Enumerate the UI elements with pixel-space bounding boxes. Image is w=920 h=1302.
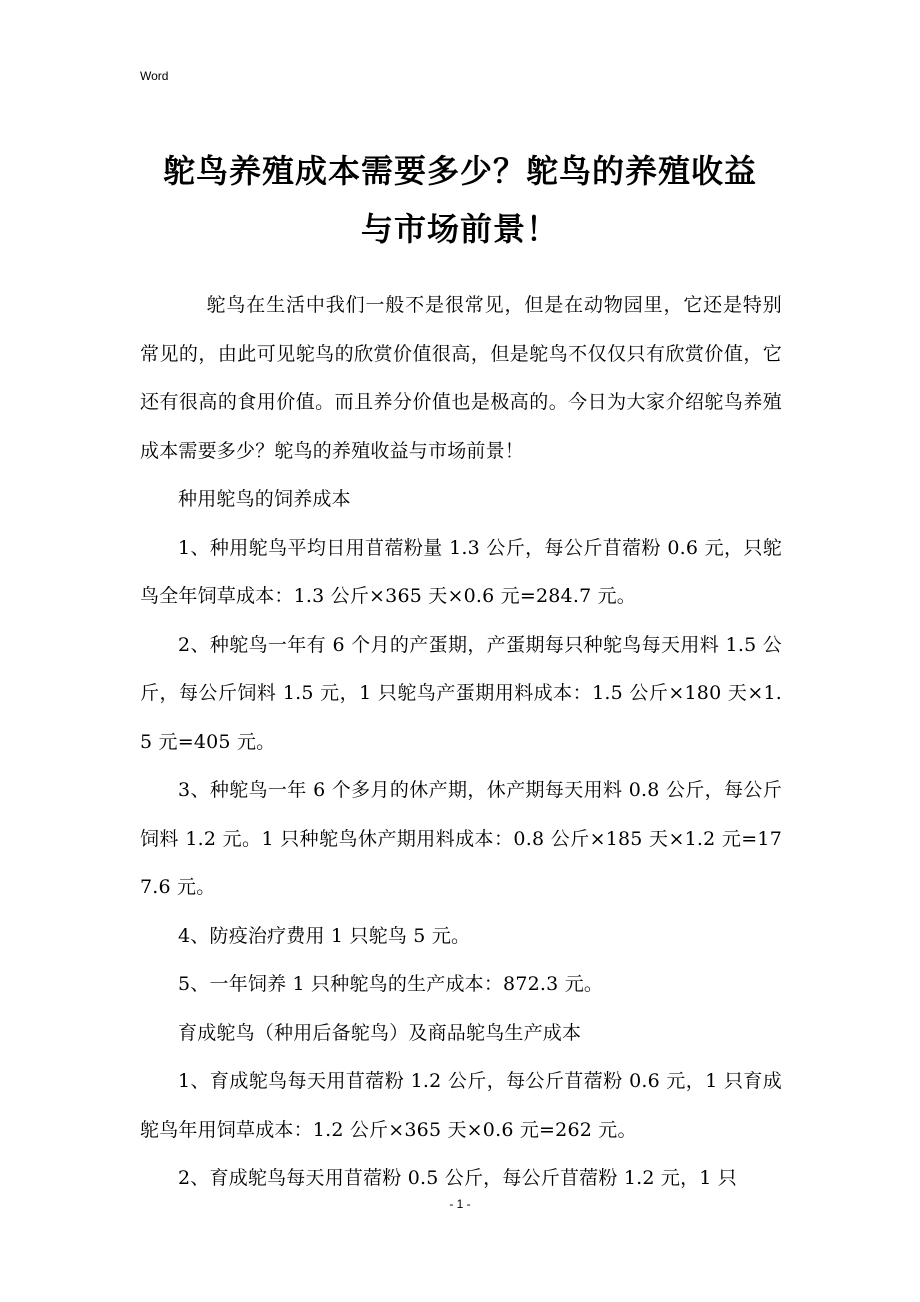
header-label: Word [140,69,169,83]
intro-paragraph: 鸵鸟在生活中我们一般不是很常见，但是在动物园里，它还是特别常见的，由此可见鸵鸟的欣赏价值很高，但是鸵鸟不仅仅只有欣赏价值，它还有很高的食用价值。而且养分价值也是极高的。今日为大家介绍鸵鸟养殖成本需要多少？鸵鸟的养殖收益与市场前景！ [140,294,782,462]
paragraph: 1、种用鸵鸟平均日用苜蓿粉量 1.3 公斤，每公斤苜蓿粉 0.6 元，只鸵鸟全年饲草成本：1.3 公斤×365 天×0.6 元=284.7 元。 [140,536,782,607]
paragraph: 5、一年饲养 1 只种鸵鸟的生产成本：872.3 元。 [178,973,604,995]
title-line-2: 与市场前景！ [360,210,559,248]
paragraph: 3、种鸵鸟一年 6 个多月的休产期，休产期每天用料 0.8 公斤，每公斤饲料 1.2 元。1 只种鸵鸟休产期用料成本：0.8 公斤×185 天×1.2 元=177.6 元。 [140,779,782,898]
paragraph: 2、种鸵鸟一年有 6 个月的产蛋期，产蛋期每只种鸵鸟每天用料 1.5 公斤，每公斤饲料 1.5 元，1 只鸵鸟产蛋期用料成本：1.5 公斤×180 天×1.5 元=405 元。 [140,633,782,753]
paragraph: 4、防疫治疗费用 1 只鸵鸟 5 元。 [178,924,471,947]
paragraph: 1、育成鸵鸟每天用苜蓿粉 1.2 公斤，每公斤苜蓿粉 0.6 元，1 只育成鸵鸟年用饲草成本：1.2 公斤×365 天×0.6 元=262 元。 [140,1070,782,1141]
document-title [140,142,780,258]
document-body [140,281,782,1203]
title-line-1: 鸵鸟养殖成本需要多少？鸵鸟的养殖收益 [162,152,757,190]
section-heading-rearing-cost: 育成鸵鸟（种用后备鸵鸟）及商品鸵鸟生产成本 [178,1021,582,1044]
page-number: - 1 - [449,1197,471,1211]
paragraph: 2、育成鸵鸟每天用苜蓿粉 0.5 公斤，每公斤苜蓿粉 1.2 元，1 只 [178,1167,738,1189]
section-heading-breeding-cost: 种用鸵鸟的饲养成本 [178,488,351,510]
